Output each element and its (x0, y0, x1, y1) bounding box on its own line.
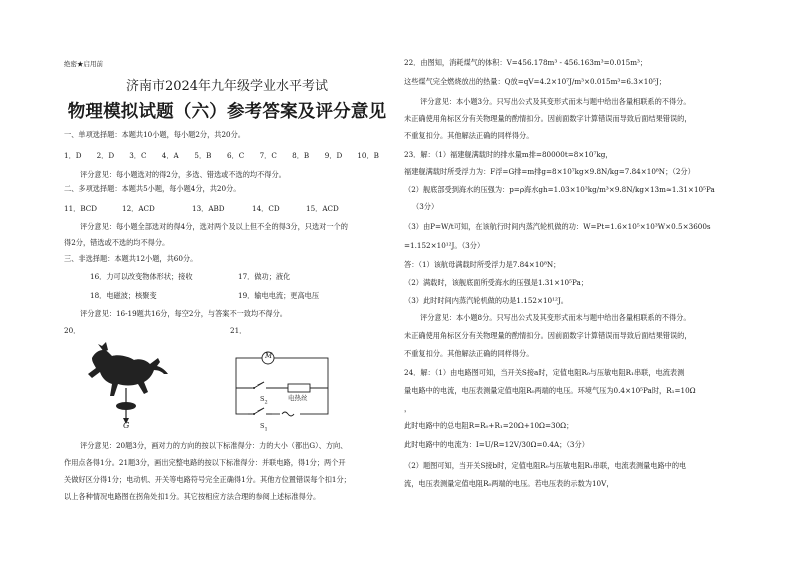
answer-4: 4．A (161, 151, 179, 160)
section3-note2-line3: 关做好区分得1分；电动机、开关等电路符号完全正确得1分。其他方位置错误每个扣1分； (64, 475, 351, 484)
answer-16: 16．力可以改变物体形状；接收 (90, 272, 193, 281)
q20-label: 20． (64, 326, 81, 335)
section1-heading: 一、单项选择题：本题共10小题，每小题2分，共20分。 (64, 130, 245, 139)
left-column (64, 0, 390, 561)
q23-line3: （2）舰底部受到海水的压强为：p=ρ海水gh=1.03×10³kg/m³×9.8N/kg×13m≈1.31×10⁵Pa (404, 185, 715, 194)
section2-note-line1: 评分意见：每小题全部选对的得4分，选对两个及以上但不全的得3分，只选对一个的 (80, 222, 348, 231)
switch-s2-label: $S_2$ (260, 395, 268, 406)
q23-line6: =1.152×10¹²J。（3分） (404, 241, 485, 250)
city-line: 济南市2024年九年级学业水平考试 (125, 79, 329, 94)
circuit-figure (232, 344, 332, 422)
answer-12: 12．ACD (122, 204, 155, 213)
q24-line2: 量电路中的电流，电压表测量定值电阻R₀两端的电压。环境气压为0.4×10⁵Pa时，R₁=10Ω (404, 386, 696, 395)
answer-19: 19．输电电流；更高电压 (238, 291, 320, 300)
answer-10: 10．B (357, 151, 379, 160)
answer-15: 15．ACD (306, 204, 339, 213)
section2-note-line2: 得2分，错选或不选的均不得分。 (64, 238, 170, 247)
section2-heading: 二、多项选择题：本题共5小题，每小题4分，共20分。 (64, 184, 241, 193)
answer-3: 3．C (129, 151, 147, 160)
q23-note-line2: 未正确使用角标区分有关物理量的酌情扣分。因前面数字计算错误而导致后面结果错误的， (404, 331, 692, 340)
answer-5: 5．B (194, 151, 212, 160)
answer-1: 1．D (64, 151, 82, 160)
heater-label: 电热丝 (288, 394, 308, 402)
answer-9: 9．D (324, 151, 343, 160)
page-title: 物理模拟试题（六）参考答案及评分意见 (67, 102, 387, 122)
answer-8: 8．B (292, 151, 310, 160)
q23-line4: （3分） (412, 202, 439, 211)
answer-2: 2．D (96, 151, 115, 160)
section1-note: 评分意见：每小题选对的得2分，多选、错选或不选的均不得分。 (80, 170, 286, 179)
section3-note2-line4: 以上各种情况电路图在拐角处扣1分。其它按相应方法合理的参阅上述标准得分。 (64, 492, 321, 501)
section3-heading: 三、非选择题：本题共12小题，共60分。 (64, 254, 198, 263)
secret-mark: 绝密★启用前 (64, 60, 103, 68)
q23-note-line1: 评分意见：本小题8分。只写出公式及其变形式而未与题中给出各量相联系的不得分。 (420, 313, 691, 322)
q23-note-line3: 不重复扣分。其他解法正确的同样得分。 (404, 349, 534, 358)
answer-17: 17．做功；液化 (238, 272, 291, 281)
q22-note-line3: 不重复扣分。其他解法正确的同样得分。 (404, 131, 534, 140)
answer-13: 13．ABD (192, 204, 225, 213)
section1-answers (64, 151, 390, 161)
q23-line7: 答：（1）该航母满载时所受浮力是7.84×10⁸N； (404, 260, 561, 269)
q22-note-line1: 评分意见：本小题3分。只写出公式及其变形式而未与题中给出各量相联系的不得分。 (420, 97, 691, 106)
q24-line3: ， (404, 404, 412, 413)
answer-14: 14．CD (252, 204, 280, 213)
q24-line7: 流，电压表测量定值电阻R₀两端的电压。若电压表的示数为10V， (404, 479, 614, 488)
section3-note2-line2: 作用点各得1分。21题3分，画出完整电路的按以下标准得分：并联电路，得1分；两个开 (64, 458, 346, 467)
switch-s1-label: $S_1$ (260, 422, 268, 433)
q23-line8: （2）满载时，该舰底面所受海水的压强是1.31×10⁵Pa； (404, 278, 588, 287)
q23-line9: （3）此时时间内蒸汽轮机做的功是1.152×10¹²J。 (404, 296, 568, 305)
q23-line1: 23．解：（1）福建舰满载时的排水量m排=80000t=8×10⁷kg， (404, 150, 613, 159)
q24-line4: 此时电路中的总电阻R=R₀+R₁=20Ω+10Ω=30Ω； (404, 421, 574, 430)
q21-label: 21． (230, 326, 247, 335)
answer-7: 7．C (259, 151, 277, 160)
q23-line2: 福建舰满载时所受浮力为：F浮=G排=m排g=8×10⁷kg×9.8N/kg=7.84×10⁸N；（2分） (404, 167, 695, 176)
q24-line5: 此时电路中的电流为：I=U/R=12V/30Ω=0.4A；（3分） (404, 440, 589, 449)
answer-6: 6．C (226, 151, 245, 160)
heater-symbol (288, 384, 310, 392)
answer-18: 18．电磁波；核聚变 (90, 291, 157, 300)
q24-line6: （2）题图可知，当开关S接b时，定值电阻R₀与压敏电阻R₁串联，电流表测量电路中的电 (404, 461, 687, 470)
answer-11: 11．BCD (64, 204, 98, 213)
section3-note: 评分意见：16-19题共16分，每空2分，与答案不一致均不得分。 (80, 309, 287, 318)
q22-line2: 这些煤气完全燃烧放出的热量：Q放=qV=4.2×10⁷J/m³×0.015m³=6.3×10⁵J； (404, 77, 666, 86)
q23-line5: （3）由P=W/t可知，在该航行时间内蒸汽轮机做的功：W=Pt=1.6×10⁵×10³W×0.5×3600s (404, 222, 711, 231)
right-column (404, 0, 734, 561)
section3-note2-line1: 评分意见：20题3分，画对力的方向的按以下标准得分：力的大小（都出G）、方向、 (80, 441, 348, 450)
motor-label: M (265, 352, 273, 360)
gravity-label: G (123, 421, 130, 430)
q22-note-line2: 未正确使用角标区分有关物理量的酌情扣分。因前面数字计算错误而导致后面结果错误的， (404, 114, 692, 123)
horse-figure (74, 338, 174, 432)
q24-line1: 24．解：（1）由电路图可知，当开关S接a时，定值电阻R₀与压敏电阻R₁串联，电流表测 (404, 368, 685, 377)
q22-line1: 22．由图知，消耗煤气的体积：V=456.178m³ - 456.163m³=0.015m³； (404, 58, 648, 67)
